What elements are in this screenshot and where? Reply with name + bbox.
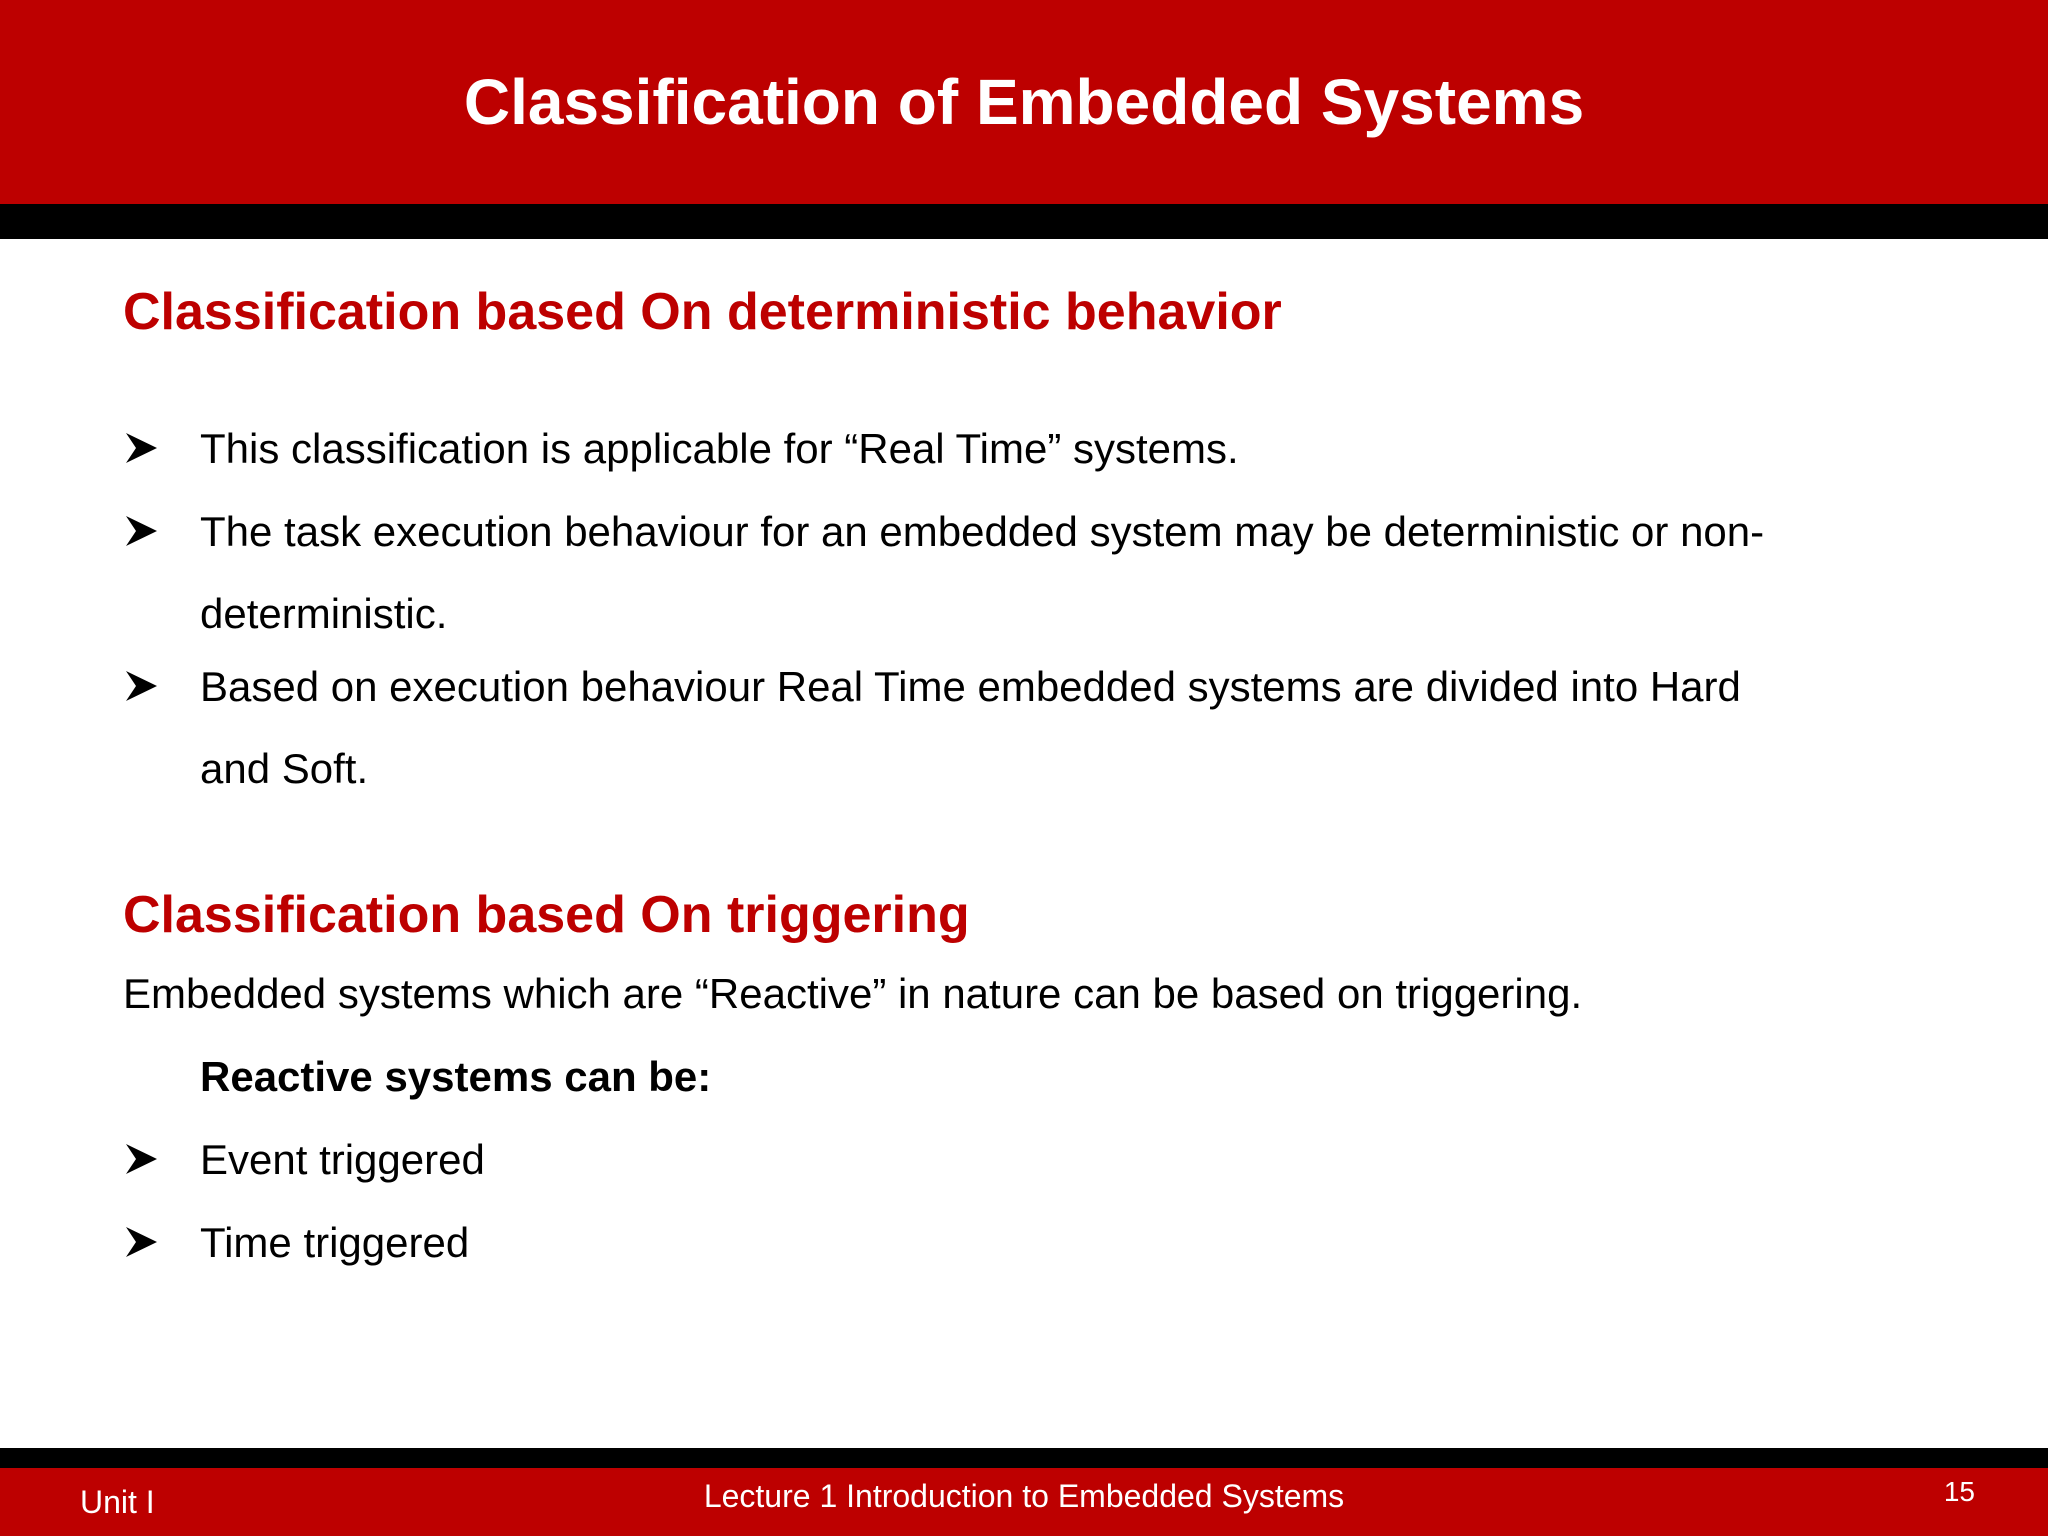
arrowhead-bullet-icon [124, 668, 160, 704]
footer-divider [0, 1448, 2048, 1468]
footer-bar [0, 1468, 2048, 1536]
bullet-text: Based on execution behaviour Real Time embedded systems are divided into Hard [200, 663, 1741, 710]
bullet-text-continuation: and Soft. [200, 745, 369, 792]
bullet-text: This classification is applicable for “Real Time” systems. [200, 425, 1239, 472]
page-number: 15 [1943, 1476, 1975, 1507]
bullet-text: Time triggered [200, 1219, 470, 1266]
section-heading-triggering: Classification based On triggering [123, 886, 970, 944]
arrowhead-bullet-icon [124, 430, 160, 466]
bullet-text: Event triggered [200, 1136, 485, 1183]
arrowhead-bullet-icon [124, 1141, 160, 1177]
arrowhead-bullet-icon [124, 1224, 160, 1260]
bullet-text: The task execution behaviour for an embedded system may be deterministic or non- [200, 508, 1765, 555]
footer-lecture-title: Lecture 1 Introduction to Embedded Systems [703, 1478, 1345, 1514]
reactive-subheading: Reactive systems can be: [200, 1053, 712, 1100]
section-heading-deterministic: Classification based On deterministic behavior [123, 283, 1282, 341]
arrowhead-bullet-icon [124, 513, 160, 549]
footer-unit: Unit I [80, 1484, 155, 1520]
section-intro-text: Embedded systems which are “Reactive” in nature can be based on triggering. [123, 970, 1583, 1017]
bullet-text-continuation: deterministic. [200, 590, 448, 637]
slide-title: Classification of Embedded Systems [463, 66, 1585, 138]
